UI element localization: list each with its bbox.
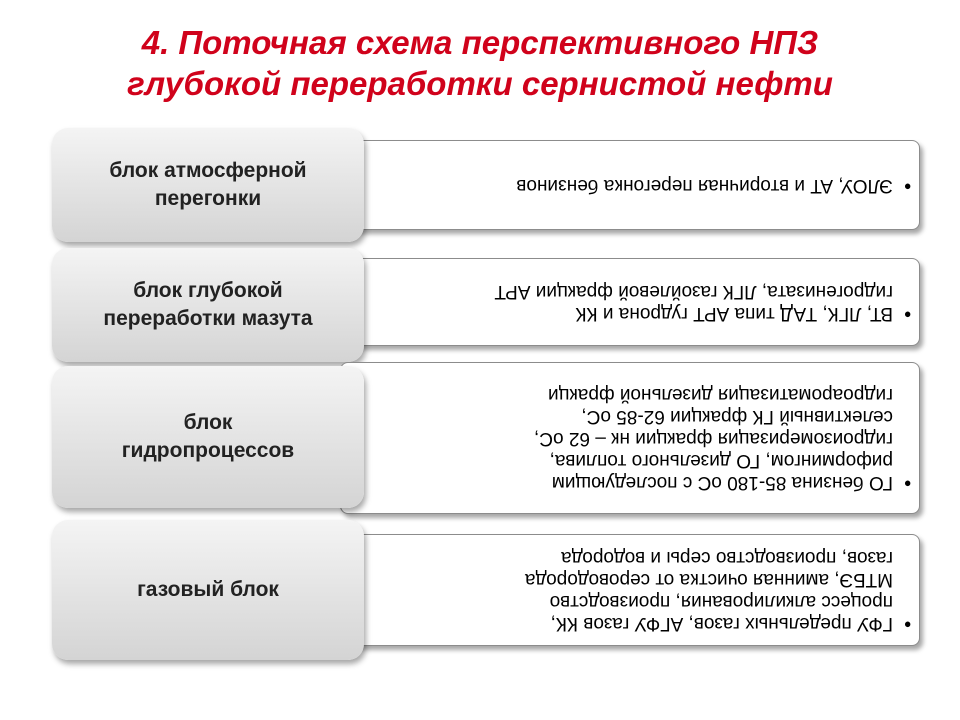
description-panel-atmospheric bbox=[340, 140, 920, 230]
slide-title bbox=[0, 22, 960, 104]
description-atmospheric: • ЭЛОУ, АТ и вторичная перегонка бензинов bbox=[367, 174, 913, 196]
title-line-2: глубокой переработки сернистой нефти bbox=[127, 65, 833, 102]
title-line-1: 4. Поточная схема перспективного НПЗ bbox=[141, 24, 819, 61]
description-deep-processing: • ВТ, ЛГК, ТАД типа АРТ гудрона и КК гидрогенизата, ЛГК газойлевой фракции АРТ bbox=[367, 280, 913, 324]
block-deep-processing-mazut bbox=[52, 248, 364, 362]
block-hydroprocesses bbox=[52, 366, 364, 508]
description-panel-gas-block bbox=[340, 534, 920, 646]
block-label: газовый блок bbox=[137, 578, 279, 601]
block-label: блок гидропроцессов bbox=[121, 411, 295, 462]
description-hydroprocesses: • ГО бензина 85-180 оС с последующим риформингом, ГО дизельного топлива, гидроизомеризация фракции нк – 62 оС, селективный ГК фракции 62-85 оС, гидроароматизация дизельной фракци bbox=[367, 383, 913, 493]
block-label: блок глубокой переработки мазута bbox=[103, 279, 313, 330]
description-panel-hydroprocesses bbox=[340, 362, 920, 514]
block-atmospheric-distillation bbox=[52, 128, 364, 242]
description-gas-block: • ГФУ предельных газов, АГФУ газов КК, процесс алкилирования, производство МТБЭ, аминная очистка от сероводорода газов, производство серы и водорода bbox=[367, 546, 913, 634]
description-panel-deep-processing bbox=[340, 258, 920, 346]
block-gas bbox=[52, 520, 364, 660]
block-label: блок атмосферной перегонки bbox=[109, 159, 307, 210]
